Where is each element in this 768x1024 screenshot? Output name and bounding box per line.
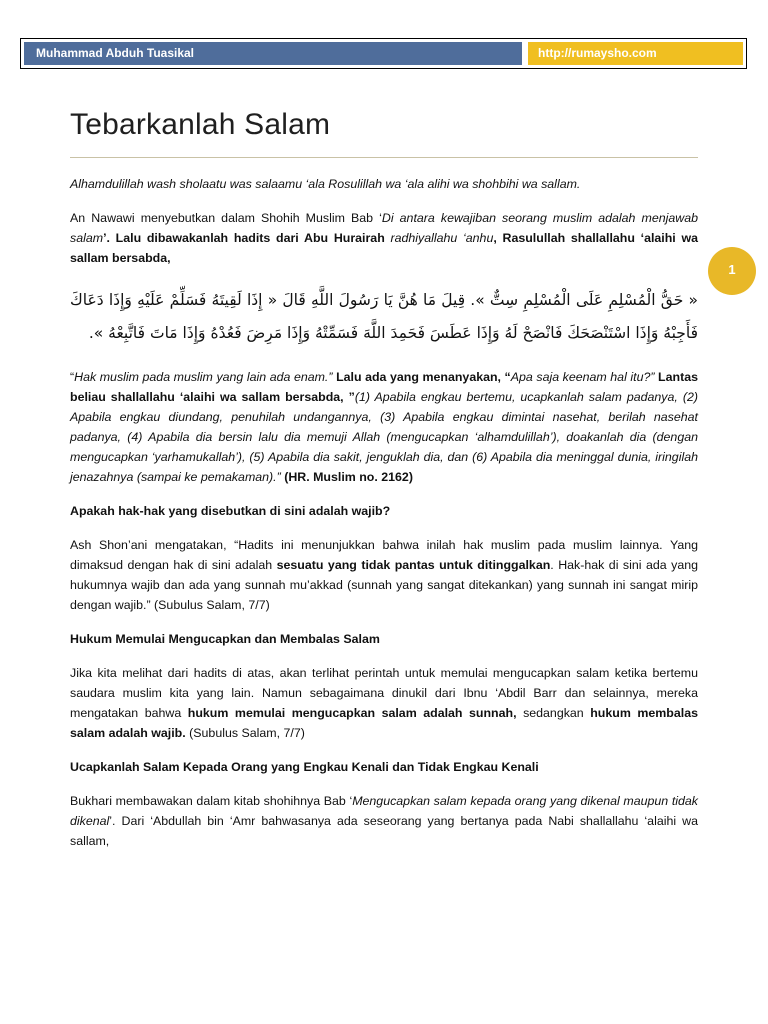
- arabic-hadith: « حَقُّ الْمُسْلِمِ عَلَى الْمُسْلِمِ سِتٌّ ». قِيلَ مَا هُنَّ يَا رَسُولَ اللَّهِ قَالَ « إِذَا لَقِيتَهُ فَسَلِّمْ عَلَيْهِ وَإِذَا دَعَاكَ فَأَجِبْهُ وَإِذَا اسْتَنْصَحَكَ فَانْصَحْ لَهُ وَإِذَا عَطَسَ فَحَمِدَ اللَّهَ فَسَمِّتْهُ وَإِذَا مَرِضَ فَعُدْهُ وَإِذَا مَاتَ فَاتَّبِعْهُ ».: [70, 291, 698, 342]
- paragraph-nawawi: An Nawawi menyebutkan dalam Shohih Muslim Bab ‘Di antara kewajiban seorang muslim adalah menjawab salam’. Lalu dibawakanlah hadits dari Abu Hurairah radhiyallahu ‘anhu, Rasulullah shallallahu ‘alaihi wa sallam bersabda,: [70, 211, 699, 265]
- page-header: [20, 38, 747, 69]
- header-author: Muhammad Abduh Tuasikal: [24, 42, 522, 65]
- paragraph-hadith-translation: “Hak muslim pada muslim yang lain ada enam.” Lalu ada yang menanyakan, “Apa saja keenam hal itu?” Lantas beliau shallallahu ‘alaihi wa sallam bersabda, ”(1) Apabila engkau bertemu, ucapkanlah salam padanya, (2) Apabila engkau diundang, penuhilah undangannya, (3) Apabila engkau dimintai nasehat, berilah nasehat padanya, (4) Apabila dia bersin lalu dia memuji Allah (mengucapkan ‘alhamdulillah’), doakanlah dia (dengan mengucapkan ‘yarhamukallah’), (5) Apabila dia sakit, jenguklah dia, dan (6) Apabila dia meninggal dunia, iringilah jenazahnya (sampai ke pemakaman).” (HR. Muslim no. 2162): [70, 370, 698, 484]
- title-divider: [70, 157, 698, 158]
- paragraph-shonani: Ash Shon’ani mengatakan, “Hadits ini menunjukkan bahwa inilah hak muslim pada muslim lainnya. Yang dimaksud dengan hak di sini adalah sesuatu yang tidak pantas untuk ditinggalkan. Hak-hak di sini ada yang hukumnya wajib dan ada yang sunnah mu’akkad (sunnah yang sangat ditekankan) yang sunnah ini sangat mirip dengan wajib.” (Subulus Salam, 7/7): [70, 538, 698, 612]
- article-body: [70, 174, 698, 865]
- heading-hukum-salam: Hukum Memulai Mengucapkan dan Membalas Salam: [70, 632, 380, 646]
- heading-ucapkan-salam: Ucapkanlah Salam Kepada Orang yang Engkau Kenali dan Tidak Engkau Kenali: [70, 760, 539, 774]
- paragraph-bukhari: Bukhari membawakan dalam kitab shohihnya Bab ‘Mengucapkan salam kepada orang yang dikenal maupun tidak dikenal’. Dari ‘Abdullah bin ‘Amr bahwasanya ada seseorang yang bertanya pada Nabi shallallahu ‘alaihi wa sallam,: [70, 794, 698, 848]
- intro-paragraph: Alhamdulillah wash sholaatu was salaamu ‘ala Rosulillah wa ‘ala alihi wa shohbihi wa sallam.: [70, 177, 581, 191]
- page-title: Tebarkanlah Salam: [70, 108, 331, 141]
- heading-wajib: Apakah hak-hak yang disebutkan di sini adalah wajib?: [70, 504, 391, 518]
- header-url[interactable]: http://rumaysho.com: [528, 42, 743, 65]
- paragraph-hukum: Jika kita melihat dari hadits di atas, akan terlihat perintah untuk memulai mengucapkan salam ketika bertemu saudara muslim kita yang lain. Namun sebagaimana dinukil dari Ibnu ‘Abdil Barr dan selainnya, mereka mengatakan bahwa hukum memulai mengucapkan salam adalah sunnah, sedangkan hukum membalas salam adalah wajib. (Subulus Salam, 7/7): [70, 666, 698, 740]
- page-number-badge: 1: [708, 247, 756, 295]
